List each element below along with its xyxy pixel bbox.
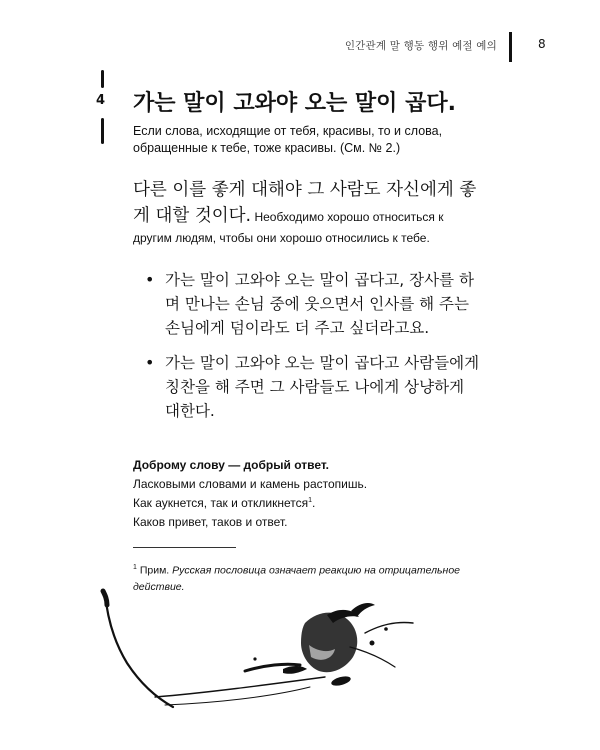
explanation-russian: Необходимо хорошо относиться к другим людям, чтобы они хорошо относились к тебе. (133, 210, 444, 245)
proverb-title: 가는 말이 고와야 오는 말이 곱다. (133, 91, 456, 116)
page-number: 8 (538, 37, 546, 51)
russian-equivalents (133, 456, 463, 532)
entry-marker-stroke-bottom (101, 118, 104, 144)
entry-marker-stroke-top (101, 70, 104, 88)
footnote-reference[interactable]: 1 (308, 497, 313, 504)
russian-equivalent-line: Ласковыми словами и камень растопишь. (133, 477, 368, 491)
example-text: 가는 말이 고와야 오는 말이 곱다고, 장사를 하며 만나는 손님 중에 웃으면서 인사를 해 주는 손님에게 덤이라도 더 주고 싶더라고요. (165, 271, 474, 337)
bullet-icon: • (145, 353, 155, 372)
bullet-icon: • (145, 270, 155, 289)
russian-equivalent-heading: Доброму слову — добрый ответ. (133, 458, 330, 472)
entry-number: 4 (96, 93, 106, 108)
footnote-text: Русская пословица означает реакцию на отрицательное действие. (133, 564, 461, 593)
proverb-explanation (133, 177, 478, 247)
footnote-marker: 1 (133, 564, 137, 571)
footnote-label: Прим. (139, 564, 170, 577)
example-text: 가는 말이 고와야 오는 말이 곱다고 사람들에게 칭찬을 해 주면 그 사람들도 나에게 상냥하게 대한다. (165, 354, 480, 420)
running-header: 인간관계 말 행동 행위 예절 예의 (344, 40, 497, 52)
russian-equivalent-text: Как аукнется, так и откликнется (133, 496, 309, 510)
example-item (145, 268, 480, 340)
example-item (145, 351, 480, 423)
footnote-divider (133, 547, 236, 548)
ink-brush-illustration (95, 585, 425, 715)
proverb-translation: Если слова, исходящие от тебя, красивы, то и слова, обращенные к тебе, тоже красивы. (См. № 2.) (133, 124, 443, 155)
example-list (145, 268, 480, 434)
russian-equivalent-line: Каков привет, таков и ответ. (133, 515, 288, 529)
explanation-korean: 다른 이를 좋게 대해야 그 사람도 자신에게 좋게 대할 것이다. (133, 180, 477, 226)
russian-equivalent-line: Как аукнется, так и откликнется$^1$. (133, 496, 316, 510)
header-divider (509, 32, 512, 62)
